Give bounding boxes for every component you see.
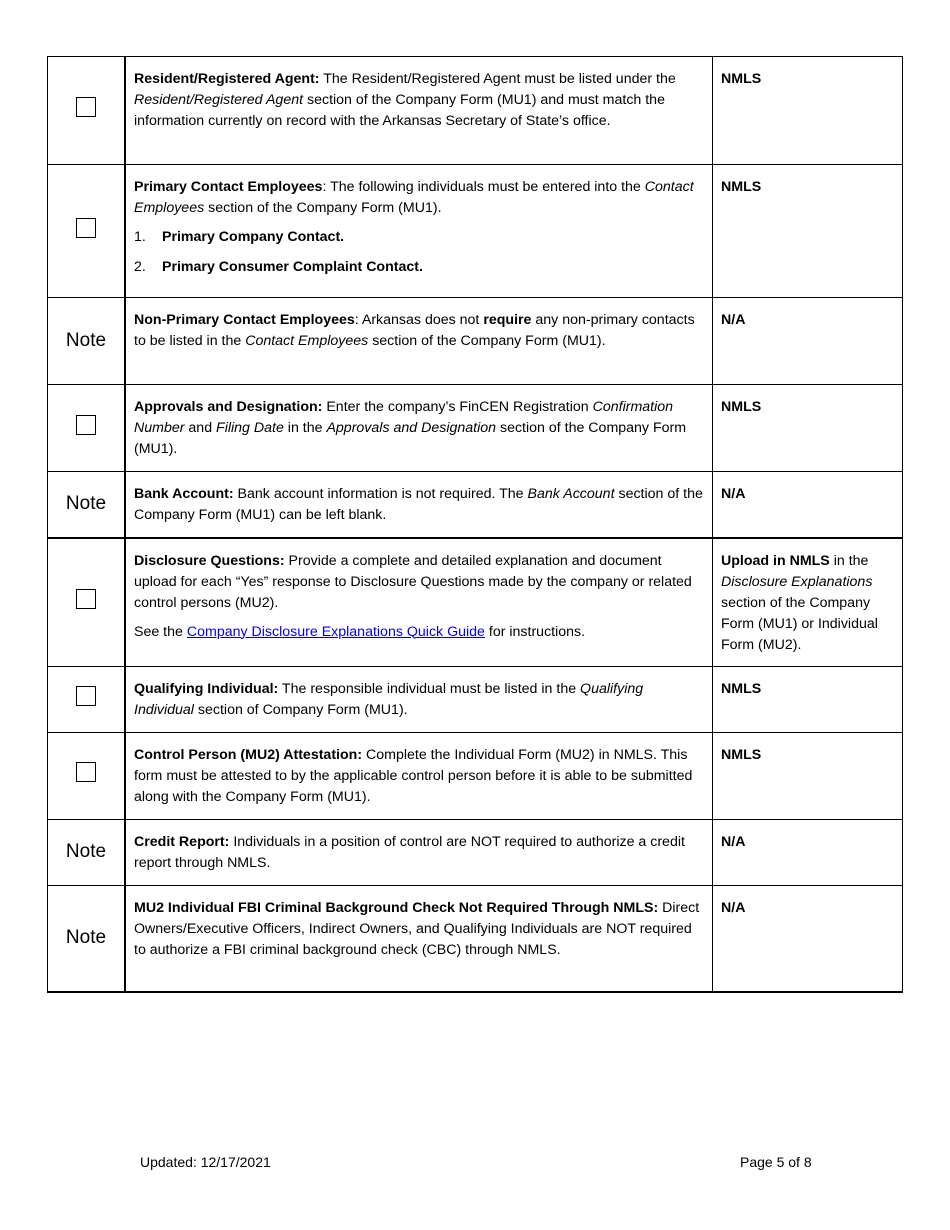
note-label: Note bbox=[65, 329, 107, 351]
note-label: Note bbox=[65, 926, 107, 948]
text-segment: See the bbox=[134, 623, 187, 640]
location-label: N/A bbox=[721, 833, 746, 850]
text-segment: section of the Company Form (MU1). bbox=[204, 200, 442, 216]
location-cell bbox=[713, 538, 903, 667]
text-segment: Provide a complete and detailed explanation and document upload for each “Yes” response to Disclosure Questions made by the company or related control persons (MU2). bbox=[134, 552, 692, 611]
requirement-title: MU2 Individual FBI Criminal Background Check Not Required Through NMLS: bbox=[134, 899, 659, 916]
requirement-title: Credit Report: bbox=[134, 833, 230, 850]
italic-text: Confirmation Number bbox=[134, 399, 674, 436]
italic-text: Filing Date bbox=[216, 420, 284, 436]
marker-cell bbox=[48, 57, 126, 165]
requirement-cell bbox=[125, 57, 713, 165]
location-cell bbox=[713, 732, 903, 819]
list-item: 2. Primary Consumer Complaint Contact. bbox=[134, 259, 423, 275]
requirement-cell bbox=[125, 732, 713, 819]
text-segment: The Resident/Registered Agent must be listed under the bbox=[319, 71, 676, 87]
checklist-row-resident-registered-agent bbox=[48, 57, 903, 165]
location-label: N/A bbox=[721, 486, 746, 502]
note-label: Note bbox=[65, 840, 107, 862]
checkbox[interactable] bbox=[76, 218, 96, 238]
location-label: N/A bbox=[721, 312, 746, 328]
checklist-table bbox=[47, 56, 903, 993]
requirement-cell bbox=[125, 298, 713, 385]
location-label: NMLS bbox=[721, 179, 762, 195]
checklist-row-qualifying-individual bbox=[48, 666, 903, 732]
text-segment: Complete the Individual Form (MU2) in NMLS. This form must be attested to by the applicable control person before it is able to be submitted along with the Company Form (MU1). bbox=[134, 746, 693, 805]
text-segment: in the bbox=[283, 420, 327, 436]
note-label: Note bbox=[65, 492, 107, 514]
requirement-title: Control Person (MU2) Attestation: bbox=[134, 746, 363, 763]
location-label: N/A bbox=[721, 899, 746, 916]
text-segment: section of the Company Form (MU1) can be left blank. bbox=[134, 486, 703, 523]
italic-text: Contact Employees bbox=[245, 333, 369, 349]
text-segment: Individuals in a position of control are NOT required to authorize a credit report through NMLS. bbox=[134, 833, 685, 871]
location-label: NMLS bbox=[721, 399, 762, 415]
list-item: 1. Primary Company Contact. bbox=[134, 229, 345, 245]
italic-text: Qualifying Individual bbox=[134, 680, 644, 718]
requirement-title: Qualifying Individual: bbox=[134, 680, 279, 697]
location-cell bbox=[713, 885, 903, 992]
quick-guide-link[interactable]: Company Disclosure Explanations Quick Guide bbox=[186, 623, 485, 640]
marker-cell bbox=[48, 538, 126, 667]
marker-cell bbox=[48, 819, 126, 885]
requirement-title: Primary Contact Employees bbox=[134, 179, 323, 195]
text-segment: Direct Owners/Executive Officers, Indirect Owners, and Qualifying Individuals are NOT required to authorize a FBI criminal background check (CBC) through NMLS. bbox=[134, 899, 700, 958]
text-segment: and bbox=[184, 420, 217, 436]
requirement-title: Non-Primary Contact Employees bbox=[134, 312, 355, 328]
instruction-note bbox=[134, 622, 704, 643]
marker-cell bbox=[48, 298, 126, 385]
marker-cell bbox=[48, 666, 126, 732]
location-cell bbox=[713, 472, 903, 538]
contact-list bbox=[134, 227, 704, 278]
checkbox[interactable] bbox=[76, 686, 96, 706]
text-segment: Enter the company’s FinCEN Registration bbox=[322, 399, 593, 415]
checklist-row-primary-contact-employees bbox=[48, 165, 903, 298]
italic-text: Contact Employees bbox=[134, 179, 694, 216]
italic-text: Resident/Registered Agent bbox=[134, 92, 304, 108]
location-label: NMLS bbox=[721, 71, 762, 87]
checklist-row-disclosure-questions bbox=[48, 538, 903, 667]
location-cell bbox=[713, 819, 903, 885]
checklist-row-mu2-individual-fbi-criminal-background-check-not-required-through-nmls bbox=[48, 885, 903, 992]
location-label: NMLS bbox=[721, 746, 762, 763]
marker-cell bbox=[48, 472, 126, 538]
list-item-text: Primary Company Contact. bbox=[162, 229, 345, 245]
list-item-text: Primary Consumer Complaint Contact. bbox=[162, 259, 423, 275]
text-segment: any non-primary contacts to be listed in the bbox=[134, 312, 695, 349]
checklist-row-credit-report bbox=[48, 819, 903, 885]
footer-updated: Updated: 12/17/2021 bbox=[140, 1154, 271, 1170]
requirement-title: Approvals and Designation: bbox=[134, 399, 323, 415]
text-segment: section of the Company Form (MU1). bbox=[134, 420, 687, 457]
bold-text: require bbox=[483, 312, 532, 328]
marker-cell bbox=[48, 732, 126, 819]
checkbox[interactable] bbox=[76, 415, 96, 435]
requirement-cell bbox=[125, 472, 713, 538]
italic-text: Bank Account bbox=[527, 486, 615, 502]
text-segment: section of the Company Form (MU1) and must match the information currently on record with the Arkansas Secretary of State’s office. bbox=[134, 92, 665, 129]
text-segment: section of the Company Form (MU1) or Individual Form (MU2). bbox=[721, 594, 878, 653]
requirement-title: Bank Account: bbox=[134, 486, 234, 502]
requirement-cell bbox=[125, 538, 713, 667]
location-cell bbox=[713, 165, 903, 298]
checklist-row-approvals-and-designation bbox=[48, 385, 903, 472]
text-segment: : The following individuals must be entered into the bbox=[322, 179, 645, 195]
italic-text: Approvals and Designation bbox=[326, 420, 497, 436]
requirement-cell bbox=[125, 666, 713, 732]
requirement-title: Resident/Registered Agent: bbox=[134, 71, 320, 87]
text-segment: Bank account information is not required. The bbox=[233, 486, 528, 502]
checkbox[interactable] bbox=[76, 762, 96, 782]
text-segment: : Arkansas does not bbox=[354, 312, 484, 328]
text-segment: section of the Company Form (MU1). bbox=[368, 333, 606, 349]
italic-text: Disclosure Explanations bbox=[721, 573, 873, 590]
text-segment: for instructions. bbox=[484, 623, 586, 640]
requirement-cell bbox=[125, 885, 713, 992]
bold-text: Upload in NMLS bbox=[721, 552, 830, 569]
checklist-row-non-primary-contact-employees bbox=[48, 298, 903, 385]
checklist-row-control-person-mu2-attestation bbox=[48, 732, 903, 819]
location-label: NMLS bbox=[721, 680, 762, 697]
marker-cell bbox=[48, 385, 126, 472]
text-segment: in the bbox=[829, 552, 869, 569]
location-cell bbox=[713, 666, 903, 732]
location-cell bbox=[713, 385, 903, 472]
requirement-cell bbox=[125, 819, 713, 885]
marker-cell bbox=[48, 885, 126, 992]
checkbox[interactable] bbox=[76, 589, 96, 609]
requirement-cell bbox=[125, 385, 713, 472]
checklist-row-bank-account bbox=[48, 472, 903, 538]
footer-page-number: Page 5 of 8 bbox=[740, 1154, 812, 1170]
text-segment: section of Company Form (MU1). bbox=[193, 701, 408, 718]
location-cell bbox=[713, 298, 903, 385]
checkbox[interactable] bbox=[76, 97, 96, 117]
text-segment: The responsible individual must be listed in the bbox=[278, 680, 581, 697]
requirement-title: Disclosure Questions: bbox=[134, 552, 285, 569]
requirement-cell bbox=[125, 165, 713, 298]
location-cell bbox=[713, 57, 903, 165]
marker-cell bbox=[48, 165, 126, 298]
